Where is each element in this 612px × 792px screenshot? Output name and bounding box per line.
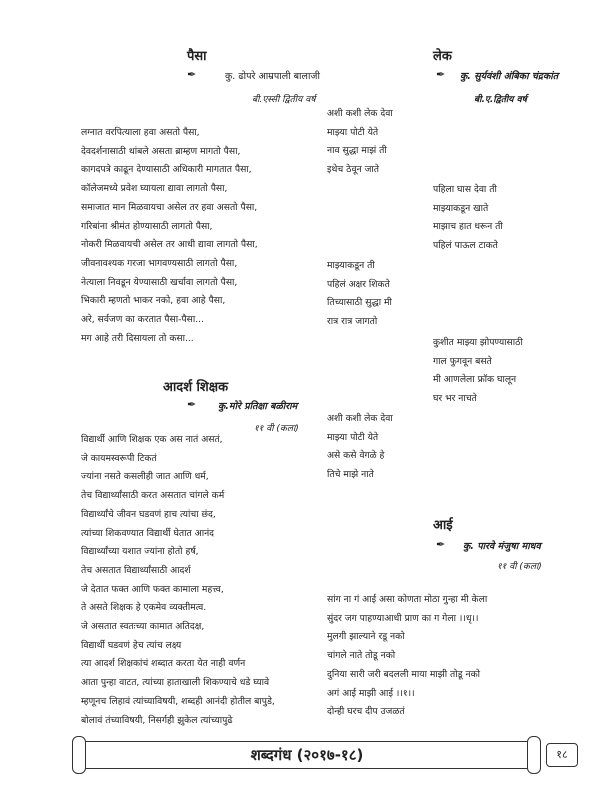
poem-line: समाजात मान मिळवायचा असेल तर हवा असतो पैसा, [81,201,258,213]
poem-line: मग आहे तरी दिसायला तो कसा... [81,332,194,344]
poem-line: बोलावं तंच्याविषयी, निसर्गही झुकेल त्यांच्यापुढे [81,714,233,726]
adarsh-poem [81,431,275,730]
pen-nib-icon: ✒ [187,398,197,411]
poem-line: चांगले नाते तोडू नको [327,650,396,662]
poem-line: भिकारी म्हणतो भाकर नको, हवा आहे पैसा, [81,295,226,307]
poem-line: जीवनावश्यक गरजा भागवण्यसाठी लागतो पैसा, [81,257,238,269]
poem-line: म्हणूनच लिहावं त्यांच्याविषयी, शब्दही आनंदी होतील बापुडे, [81,695,275,707]
poem-line: कॉलेजमध्ये प्रवेश घ्यायला द्यावा लागतो पैसा, [81,183,228,195]
adarsh-class: ११ वी (कला) [254,424,299,434]
page-number: १८ [546,743,578,767]
lek-title: लेक [433,49,452,64]
aai-poem [327,591,487,722]
adarsh-author: कु.मोरे प्रतिक्षा बळीराम [218,401,298,412]
poem-line: सांग ना गं आई असा कोणता मोठा गुन्हा मी केला [327,594,488,605]
paisa-class: बी.एस्सी द्वितीय वर्ष [252,95,316,105]
scroll-left-ornament [72,736,86,774]
poem-line: कागदपत्रे काढून देण्यासाठी अधिकारी मागतात पैसा, [81,164,252,176]
poem-line: नोकरी मिळवायची असेल तर आधी द्यावा लागतो पैसा, [81,239,258,251]
poem-line: विद्यार्थी आणि शिक्षक एक अस नातं असतं, [81,434,223,445]
poem-line: विद्यार्थ्यांचे जीवन घडवणं हाच त्यांचा छंद, [81,508,216,520]
lek-stanza-1: अशी कशी लेक देवा माझ्या पोटी येते नाव सुद्धा माझं ती इथेच ठेवून जाते [327,108,393,176]
poem-line: आता पुन्हा वाटत, त्यांच्या हाताखाली शिकण्याचे धडे घ्यावे [81,677,270,689]
poem-line: जे असतात स्वतःच्या कामात अतिदक्ष, [81,621,205,633]
lek-stanza-4: कुशीत माझ्या झोपण्यासाठी गाल फुगवून बसते मी आणलेला फ्रॉक घालून घर भर नाचते [433,337,523,405]
adarsh-title: आदर्श शिक्षक [163,380,229,395]
pen-nib-icon: ✒ [187,68,197,81]
poem-line: तेच असतात विद्यार्थ्यांसाठी आदर्श [81,564,191,576]
poem-line: नेत्याला निवडून येण्यासाठी खर्चावा लागतो पैसा, [81,276,238,288]
poem-line: ते असते शिक्षक हे एकमेव व्यक्तीमत्व. [81,602,207,614]
poem-line: दुनिया सारी जरी बदलली माया माझी तोडू नको [327,668,480,680]
poem-line: मुलगी झाल्याने रडू नको [327,631,405,643]
pen-nib-icon: ✒ [436,68,446,81]
poem-line: देवदर्शनासाठी थांबले असता ब्राम्हण मागतो पैसा, [81,145,241,157]
poem-line: ज्यांना नसते कसलीही जात आणि धर्म, [81,471,209,483]
lek-stanza-2: पहिला घास देवा ती माझ्याकडून खाते माझाच हात धरून ती पहिलं पाऊल टाकते [433,184,503,252]
lek-stanza-5: अशी कशी लेक देवा माझ्या पोटी येते असे कसे वेगळे हे तिचे माझे नाते [327,413,393,481]
lek-stanza-3: माझ्याकडून ती पहिलं अक्षर शिकते तिच्यासाठी सुद्धा मी रात्र रात्र जागतो [327,260,392,328]
poem-line: विद्यार्थ्यांच्या यशात ज्यांना होतो हर्ष, [81,546,199,558]
poem-line: त्यांच्या शिकवण्यात विद्यार्थी घेतात आनंद [81,527,215,539]
poem-line: जे कायमस्वरूपी टिकतं [81,452,157,464]
lek-class: बी.ए.द्वितीय वर्ष [474,95,527,105]
aai-author: कु. पारवे मंजुषा माधव [463,541,541,552]
poem-line: अगं आई माझी आई ।।१।। [327,687,415,699]
poem-line: गरिबांना श्रीमंत होण्यासाठी लागतो पैसा, [81,220,213,232]
scroll-right-ornament [527,736,541,774]
poem-line: जे देतात फक्त आणि फक्त कामाला महत्त्व, [81,583,224,595]
lek-author: कु. सुर्यवंशी अंबिका चंद्रकांत [460,71,559,82]
poem-line: सुंदर जग पाहण्याआधी प्राण का ग गेला ।।धृ।। [327,612,479,624]
poem-line: विद्यार्थी घडवणं हेच त्यांच लक्ष्य [81,639,182,651]
paisa-author: कु. ढोपरे आम्रपाली बालाजी [225,71,320,82]
paisa-title: पैसा [187,49,207,64]
poem-line: दोन्ही घरच दीप उजळतं [327,706,405,718]
aai-class: ११ वी (कला) [497,562,542,572]
footer-banner [80,741,534,769]
poem-line: लग्नात वरपित्याला हवा असतो पैसा, [81,127,200,138]
aai-title: आई [433,518,453,533]
paisa-poem [81,124,258,348]
poem-line: त्या आदर्श शिक्षकांचं शब्दात करता येत नाही वर्णन [81,658,246,670]
footer-title: शब्दगंध (२०१७-१८) [250,746,364,764]
pen-nib-icon: ✒ [436,538,446,551]
poem-line: तेच विद्यार्थ्यांसाठी करत असतात चांगले कर्म [81,490,225,502]
poem-line: अरे, सर्वजण का करतात पैसा-पैसा... [81,314,204,326]
